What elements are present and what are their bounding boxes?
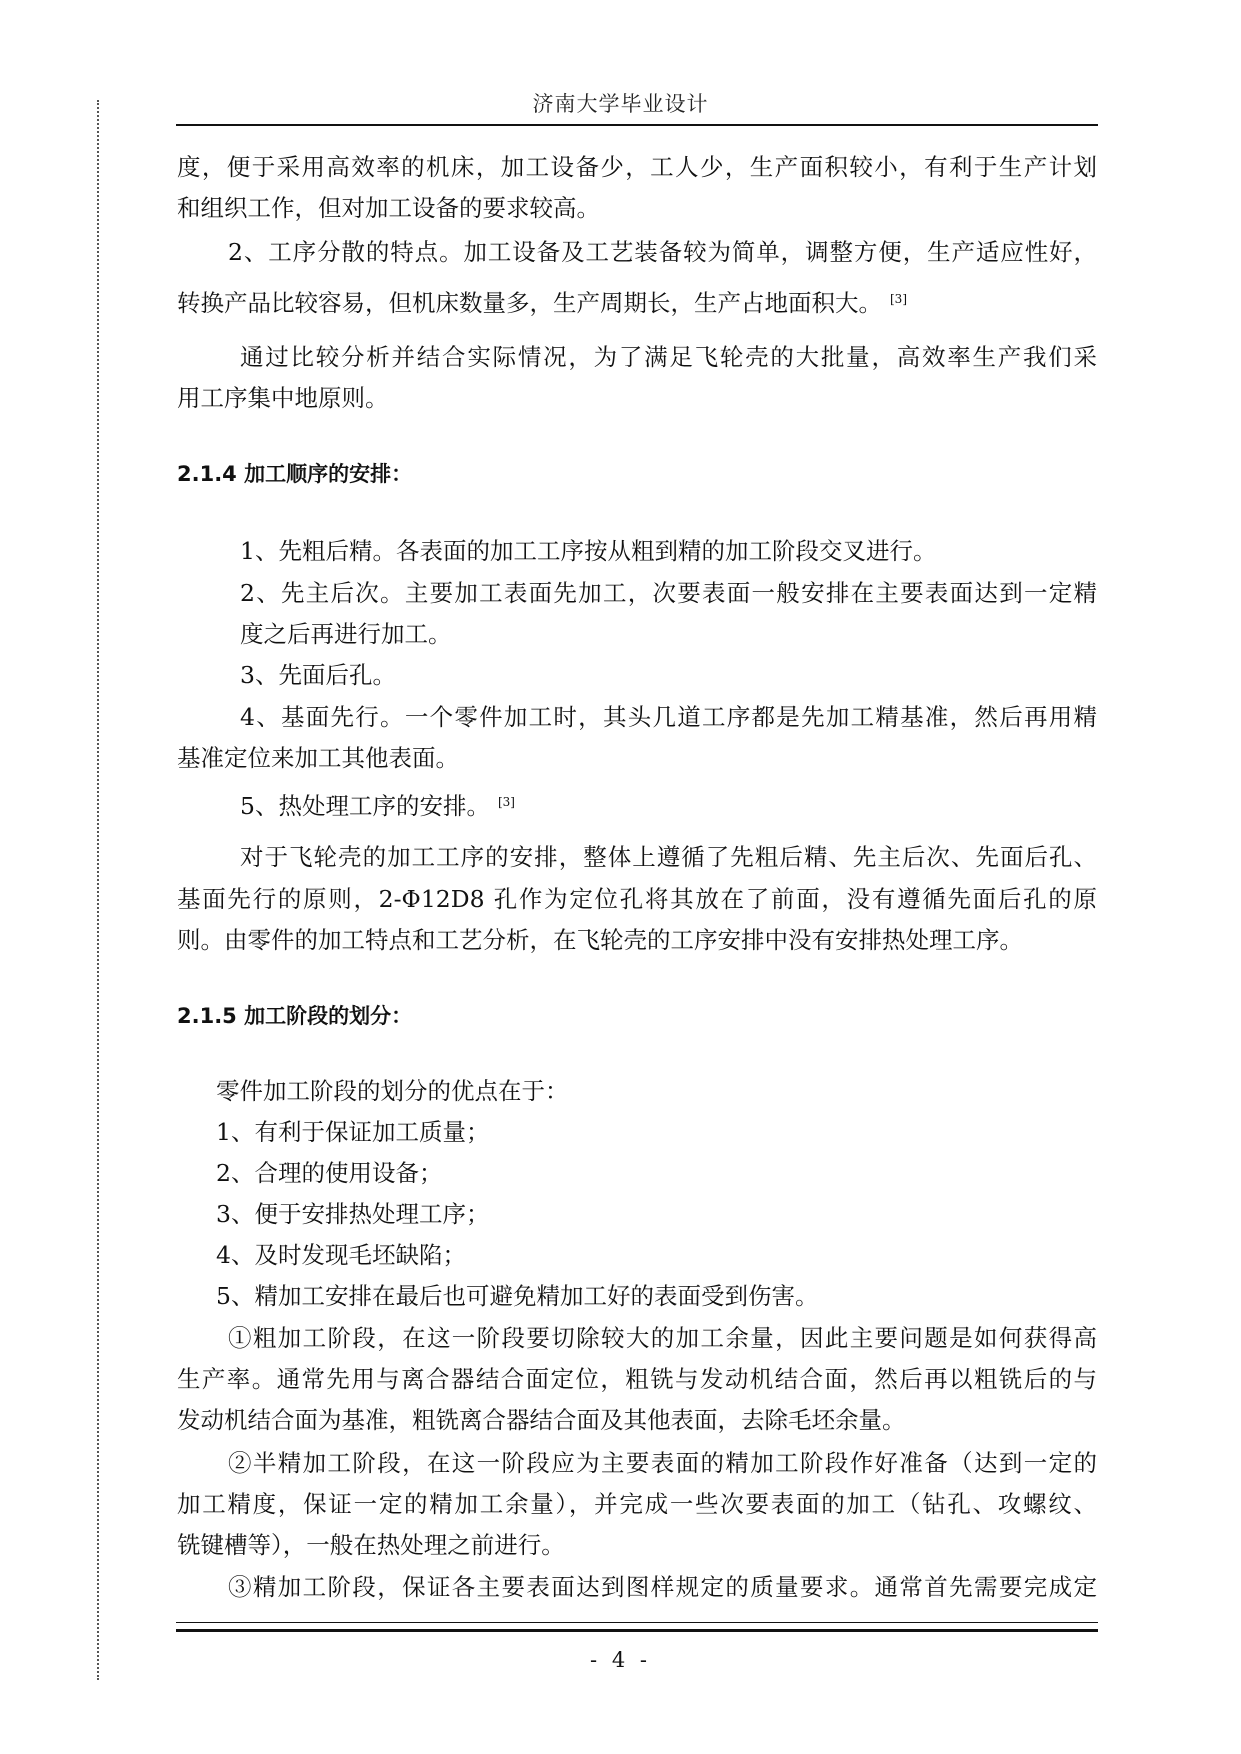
paragraph-line: 2、工序分散的特点。加工设备及工艺装备较为简单，调整方便，生产适应性好， bbox=[228, 238, 1097, 266]
section-heading-2-1-4: 2.1.4 加工顺序的安排： bbox=[177, 462, 413, 486]
paragraph-line: ①粗加工阶段，在这一阶段要切除较大的加工余量，因此主要问题是如何获得高 bbox=[228, 1324, 1097, 1352]
list-item: 4、及时发现毛坯缺陷； bbox=[216, 1241, 466, 1269]
paragraph-line: 发动机结合面为基准，粗铣离合器结合面及其他表面，去除毛坯余量。 bbox=[177, 1406, 906, 1434]
paragraph-line: 生产率。通常先用与离合器结合面定位，粗铣与发动机结合面，然后再以粗铣后的与 bbox=[177, 1365, 1097, 1393]
section-heading-2-1-5: 2.1.5 加工阶段的划分： bbox=[177, 1004, 413, 1028]
paragraph-line: 对于飞轮壳的加工工序的安排，整体上遵循了先粗后精、先主后次、先面后孔、 bbox=[240, 843, 1097, 871]
paragraph-line: 度，便于采用高效率的机床，加工设备少，工人少，生产面积较小，有利于生产计划 bbox=[177, 153, 1097, 181]
binding-margin-line bbox=[97, 100, 99, 1680]
list-item: 1、有利于保证加工质量； bbox=[216, 1118, 490, 1146]
paragraph-line: 和组织工作，但对加工设备的要求较高。 bbox=[177, 194, 600, 222]
citation-ref: [3] bbox=[890, 292, 907, 306]
list-item-continuation: 度之后再进行加工。 bbox=[240, 620, 452, 648]
citation-ref: [3] bbox=[497, 795, 515, 809]
list-item: 4、基面先行。一个零件加工时，其头几道工序都是先加工精基准，然后再用精 bbox=[240, 703, 1097, 731]
paragraph-line: 铣键槽等），一般在热处理之前进行。 bbox=[177, 1531, 565, 1559]
list-item: 1、先粗后精。各表面的加工工序按从粗到精的加工阶段交叉进行。 bbox=[240, 537, 937, 565]
list-item-text: 5、热处理工序的安排。 bbox=[240, 792, 490, 820]
paragraph-line bbox=[177, 288, 1241, 318]
page-number: - 4 - bbox=[590, 1648, 651, 1672]
paragraph-line: 用工序集中地原则。 bbox=[177, 384, 389, 412]
footer-rule bbox=[176, 1629, 1098, 1632]
list-intro: 零件加工阶段的划分的优点在于： bbox=[216, 1077, 569, 1105]
list-item: 5、精加工安排在最后也可避免精加工好的表面受到伤害。 bbox=[216, 1282, 819, 1310]
header-rule bbox=[176, 124, 1098, 126]
list-item: 3、先面后孔。 bbox=[240, 661, 396, 689]
page-header-title: 济南大学毕业设计 bbox=[532, 92, 709, 116]
list-item-continuation: 基准定位来加工其他表面。 bbox=[177, 744, 459, 772]
paragraph-line: 通过比较分析并结合实际情况，为了满足飞轮壳的大批量，高效率生产我们采 bbox=[240, 343, 1097, 371]
paragraph-line: ③精加工阶段，保证各主要表面达到图样规定的质量要求。通常首先需要完成定 bbox=[228, 1573, 1097, 1601]
list-item: 2、先主后次。主要加工表面先加工，次要表面一般安排在主要表面达到一定精 bbox=[240, 579, 1097, 607]
list-item: 3、便于安排热处理工序； bbox=[216, 1200, 490, 1228]
footer-rule bbox=[176, 1622, 1098, 1623]
list-item bbox=[240, 791, 1241, 821]
paragraph-line: ②半精加工阶段，在这一阶段应为主要表面的精加工阶段作好准备（达到一定的 bbox=[228, 1449, 1097, 1477]
paragraph-line: 加工精度，保证一定的精加工余量），并完成一些次要表面的加工（钻孔、攻螺纹、 bbox=[177, 1490, 1097, 1518]
paragraph-text: 转换产品比较容易，但机床数量多，生产周期长，生产占地面积大。 bbox=[177, 289, 882, 317]
paragraph-line: 基面先行的原则，2-Φ12D8 孔作为定位孔将其放在了前面，没有遵循先面后孔的原 bbox=[177, 885, 1097, 913]
paragraph-line: 则。由零件的加工特点和工艺分析，在飞轮壳的工序安排中没有安排热处理工序。 bbox=[177, 926, 1023, 954]
list-item: 2、合理的使用设备； bbox=[216, 1159, 443, 1187]
